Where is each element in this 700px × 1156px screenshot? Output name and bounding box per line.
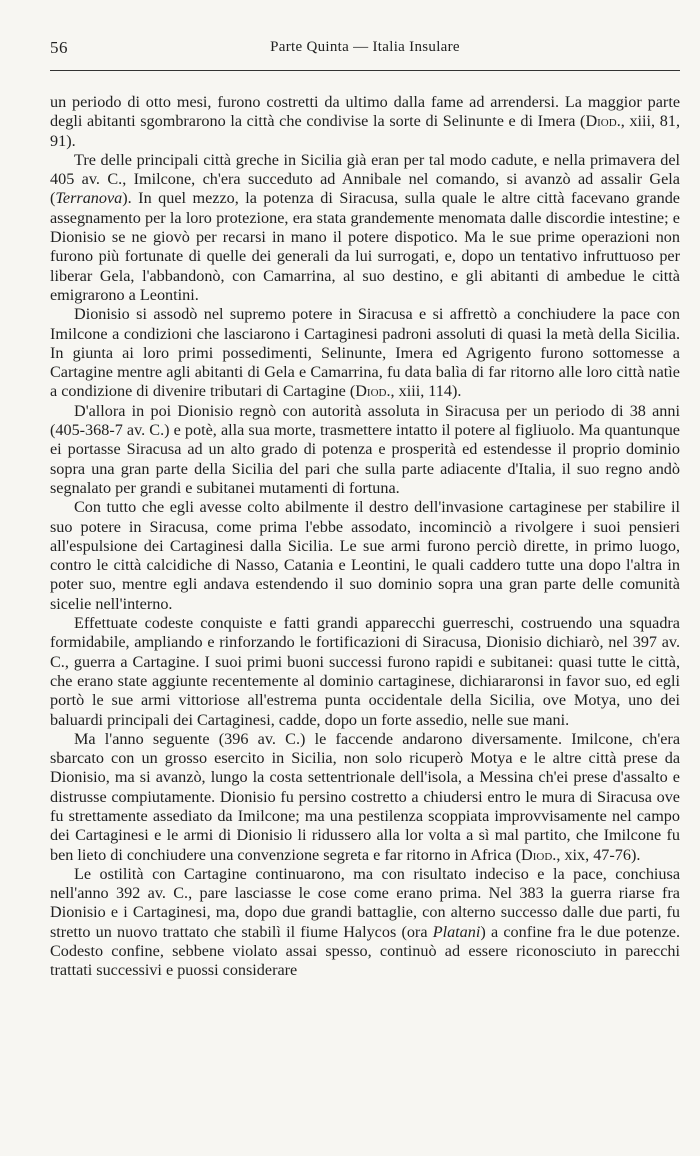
text-run: Ma l'anno seguente (396 av. C.) le faccende andarono diversamente. Imilcone, ch'era sbarcato con un grosso esercito in Sicilia, non solo ricuperò Motya e le altre città prese da Dionisio, ma si avanzò, lungo la costa settentrionale dell'isola, a Messina ch'ei prese d'assalto e distrusse compiutamente. Dionisio fu persino costretto a chiudersi entro le mura di Siracusa ove fu strettamente assediato da Imilcone; ma una pestilenza scoppiata improvvisamente nel campo dei Cartaginesi e le armi di Dionisio li ridussero alla lor volta a sì mal partito, che Imilcone fu ben lieto di conchiudere una convenzione segreta e far ritorno in Africa ( <box>50 729 680 864</box>
text-run: D'allora in poi Dionisio regnò con autorità assoluta in Siracusa per un periodo di 38 anni (405-368-7 av. C.) e potè, alla sua morte, trasmettere intatto il potere al figliuolo. Ma quantunque ei portasse Siracusa ad un alto grado di potenza e prosperità ed estendesse il proprio dominio sopra una gran parte della Sicilia del pari che sulla parte adiacente d'Italia, il suo regno andò segnalato per grandi e subitanei mutamenti di fortuna. <box>50 401 680 497</box>
text-run: , xiii, 81, 91). <box>50 112 680 150</box>
paragraph <box>50 498 680 614</box>
text-run: , xix, 47-76). <box>556 845 641 864</box>
page-header <box>50 38 680 62</box>
page-number: 56 <box>50 38 68 57</box>
text-run: un periodo di otto mesi, furono costretti da ultimo dalla fame ad arrendersi. La maggior parte degli abitanti sgombrarono la città che condivise la sorte di Selinunte e di Imera ( <box>50 93 680 131</box>
paragraph <box>50 730 680 865</box>
citation-abbrev: Diod. <box>521 845 557 864</box>
citation-abbrev: Diod. <box>355 382 391 401</box>
text-run: Le ostilità con Cartagine continuarono, ma con risultato indeciso e la pace, conchiusa nell'anno 392 av. C., pare lasciasse le cose come erano prima. Nel 383 la guerra riarse fra Dionisio e i Cartaginesi, ma, dopo due grandi battaglie, con alterno successo dalle due parti, fu stretto un nuovo trattato che stabilì il fiume Halycos (ora <box>50 864 680 941</box>
text-run: ). In quel mezzo, la potenza di Siracusa, sulla quale le altre città facevano grande assegnamento per la loro protezione, era stata grandemente menomata dalle discordie intestine; e Dionisio se ne giovò per recarsi in mano il potere dispotico. Ma le sue prime operazioni non furono più fortunate di quelle dei generali da lui surrogati, e, dopo un tentativo infruttuoso per liberar Gela, l'abbandonò, con Camarrina, al suo destino, e gli abitanti di ambedue le città emigrarono a Leontini. <box>50 189 680 304</box>
text-run: ) a confine fra le due potenze. Codesto confine, sebbene violato assai spesso, continuò ad essere riconosciuto in parecchi trattati successivi e puossi considerare <box>50 922 680 980</box>
text-run: Tre delle principali città greche in Sicilia già eran per tal modo cadute, e nella primavera del 405 av. C., Imilcone, ch'era succeduto ad Annibale nel comando, si avanzò ad assalir Gela ( <box>50 150 680 208</box>
italic-place-name: Terranova <box>55 189 123 208</box>
paragraph <box>50 865 680 981</box>
running-title: Parte Quinta — Italia Insulare <box>270 39 460 55</box>
header-rule <box>50 70 680 71</box>
italic-place-name: Platani <box>432 922 481 941</box>
paragraph <box>50 402 680 498</box>
text-run: , xiii, 114). <box>390 382 462 401</box>
paragraph <box>50 305 680 401</box>
paragraph <box>50 151 680 305</box>
text-run: Dionisio si assodò nel supremo potere in Siracusa e si affrettò a conchiudere la pace con Imilcone a condizioni che lasciarono i Cartaginesi padroni assoluti di quasi la metà della Sicilia. In giunta ai loro primi possedimenti, Selinunte, Imera ed Agrigento furono sottomesse a Cartagine mentre agli abitanti di Gela e Camarrina, fu data balìa di far ritorno alle loro città natìe a condizione di divenire tributari di Cartagine ( <box>50 305 680 401</box>
citation-abbrev: Diod. <box>585 112 621 131</box>
text-run: Con tutto che egli avesse colto abilmente il destro dell'invasione cartaginese per stabilire il suo potere in Siracusa, come prima l'ebbe assodato, incominciò a rivolgere i suoi pensieri all'espulsione dei Cartaginesi dalla Sicilia. Le sue armi furono perciò dirette, in primo luogo, contro le città calcidiche di Nasso, Catania e Leontini, le quali caddero tutte una dopo l'altra in poter suo, mentre egli andava estendendo il suo dominio sopra una gran parte delle comunità sicelie nell'interno. <box>50 498 680 613</box>
body-text <box>50 93 680 981</box>
paragraph <box>50 93 680 151</box>
paragraph <box>50 614 680 730</box>
text-run: Effettuate codeste conquiste e fatti grandi apparecchi guerreschi, costruendo una squadra formidabile, ampliando e rinforzando le fortificazioni di Siracusa, Dionisio dichiarò, nel 397 av. C., guerra a Cartagine. I suoi primi buoni successi furono rapidi e subitanei: quasi tutte le città, che erano state aggiunte recentemente al dominio cartaginese, dichiararonsi in favor suo, ed egli portò le sue armi vittoriose all'estrema punta occidentale della Sicilia, ove Motya, uno dei baluardi principali dei Cartaginesi, cadde, dopo un forte assedio, nelle sue mani. <box>50 614 680 729</box>
